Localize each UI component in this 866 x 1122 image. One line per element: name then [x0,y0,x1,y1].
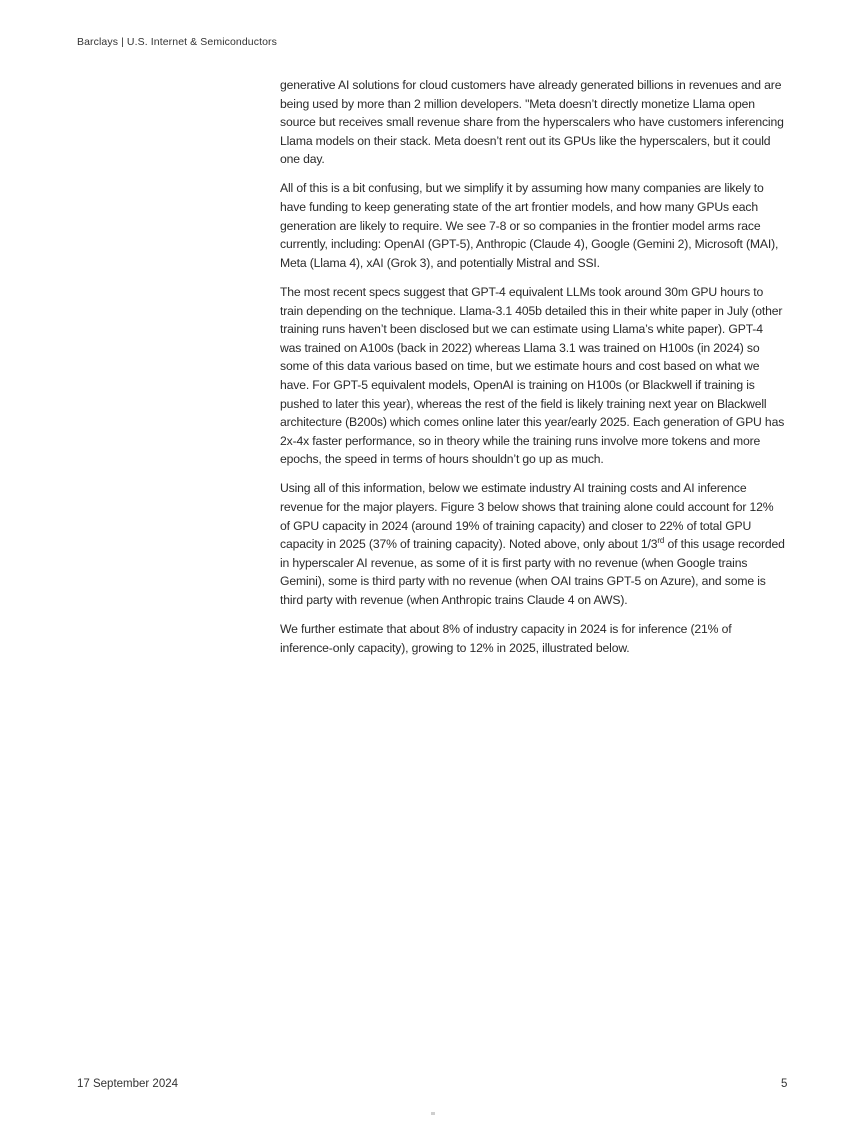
body-text [280,76,785,668]
paragraph-4-text-b: of this usage recorded in hyperscaler AI revenue, as some of it is first party with no revenue (when Google trains Gemini), some is third party with no revenue (when OAI trains GPT-5 on Azure), and some is third party with revenue (when Anthropic trains Claude 4 on AWS). [280,537,785,607]
paragraph-1: generative AI solutions for cloud customers have already generated billions in revenues and are being used by more than 2 million developers. "Meta doesn’t directly monetize Llama open source but receives small revenue share from the hyperscalers who have customers inferencing Llama models on their stack. Meta doesn’t rent out its GPUs like the hyperscalers, but it could one day. [280,78,784,167]
ordinal-superscript: rd [657,536,665,546]
paragraph-5: We further estimate that about 8% of industry capacity in 2024 is for inference (21% of inference-only capacity), growing to 12% in 2025, illustrated below. [280,622,732,655]
page-header: Barclays | U.S. Internet & Semiconductors [77,36,277,48]
footer-date: 17 September 2024 [77,1078,179,1090]
paragraph-3: The most recent specs suggest that GPT-4 equivalent LLMs took around 30m GPU hours to train depending on the technique. Llama-3.1 405b detailed this in their white paper in July (other training runs haven’t been disclosed but we can estimate using Llama’s white paper). GPT-4 was trained on A100s (back in 2022) whereas Llama 3.1 was trained on H100s (in 2024) so some of this data various based on time, but we estimate hours and cost based on what we have. For GPT-5 equivalent models, OpenAI is training on H100s (or Blackwell if training is pushed to later this year), whereas the rest of the field is likely training next year on Blackwell architecture (B200s) which comes online later this year/early 2025. Each generation of GPU has 2x-4x faster performance, so in theory while the training runs involve more tokens and more epochs, the speed in terms of hours shouldn’t go up as much. [280,284,785,467]
page-number: 5 [781,1078,788,1090]
paragraph-4-text-a: Using all of this information, below we estimate industry AI training costs and AI inference revenue for the major players. Figure 3 below shows that training alone could account for 12% of GPU capacity in 2024 (around 19% of training capacity) and closer to 22% of total GPU capacity in 2025 (37% of training capacity). Noted above, only about 1/3 [280,481,774,552]
paragraph-4 [280,479,785,609]
paragraph-2: All of this is a bit confusing, but we simplify it by assuming how many companies are likely to have funding to keep generating state of the art frontier models, and how many GPUs each generation are likely to require. We see 7-8 or so companies in the frontier model arms race currently, including: OpenAI (GPT-5), Anthropic (Claude 4), Google (Gemini 2), Microsoft (MAI), Meta (Llama 4), xAI (Grok 3), and potentially Mistral and SSI. [280,181,779,270]
page-marker [431,1112,435,1115]
